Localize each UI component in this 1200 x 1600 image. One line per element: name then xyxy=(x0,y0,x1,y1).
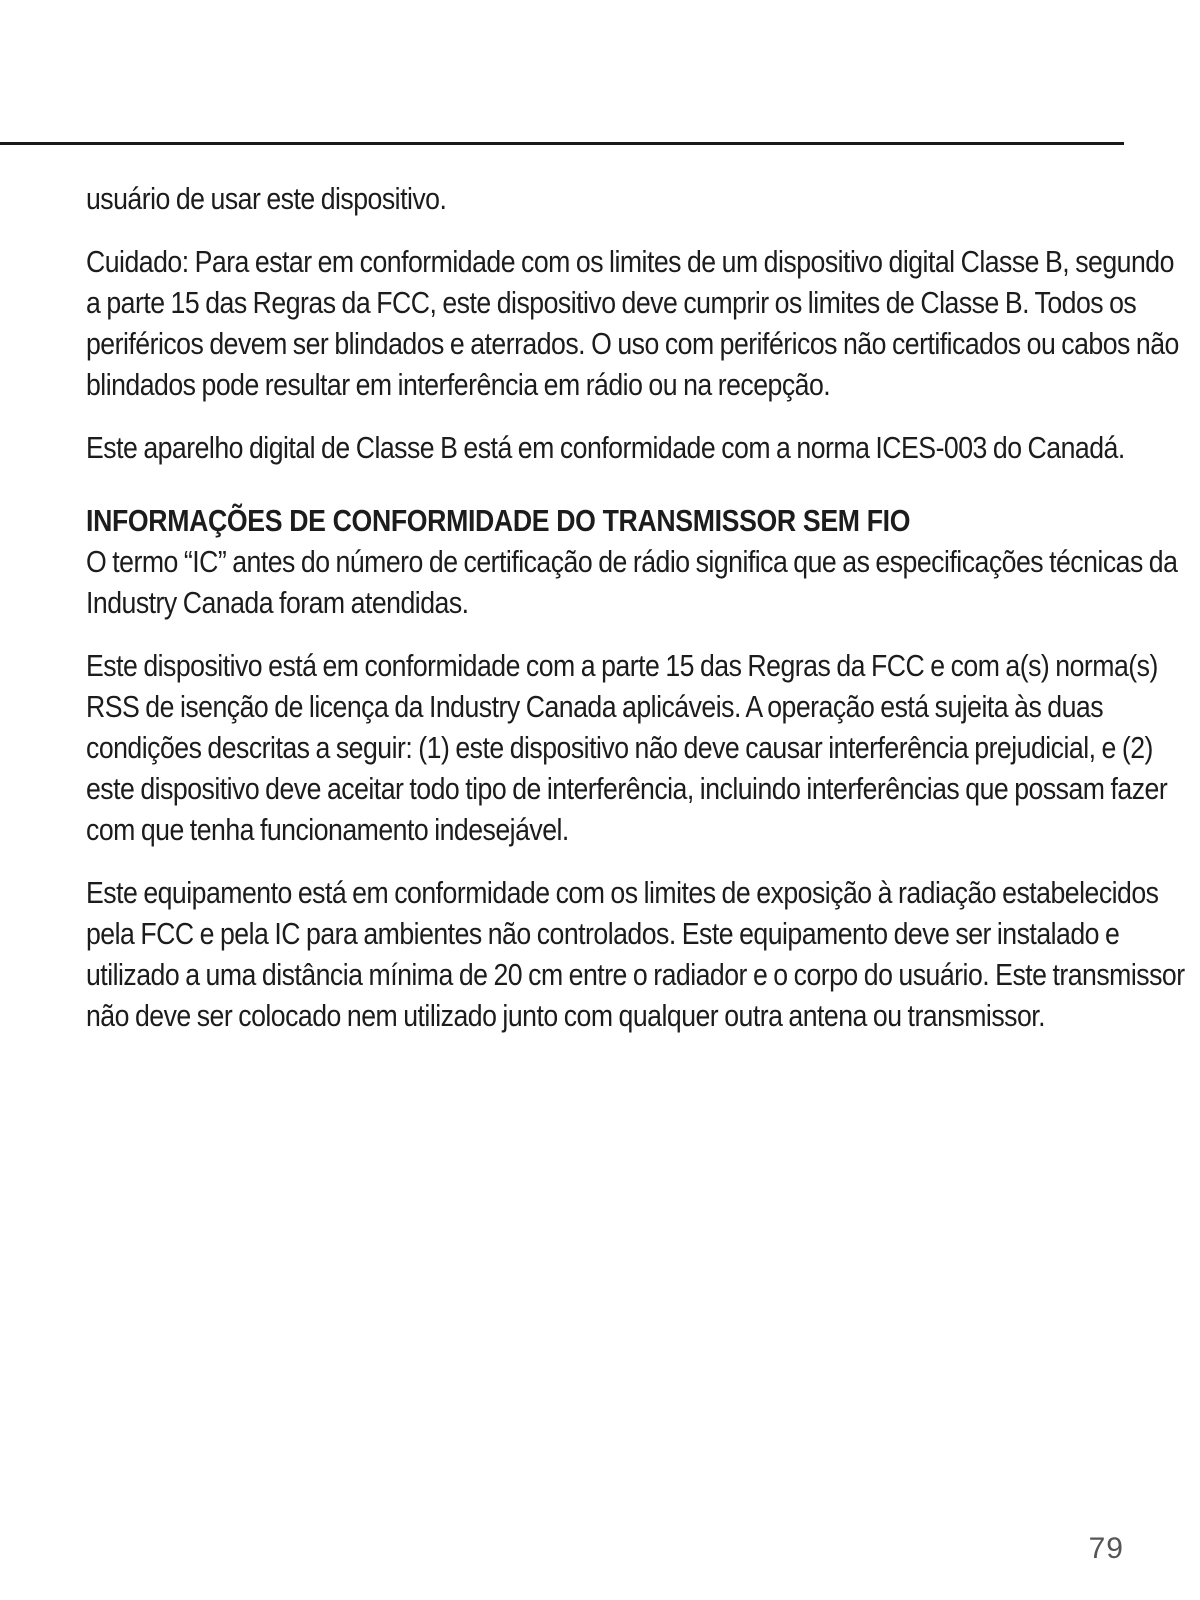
paragraph-ices-003: Este aparelho digital de Classe B está em conformidade com a norma ICES-003 do Canadá. xyxy=(86,430,1125,465)
paragraph-fcc-part15: Este dispositivo está em conformidade com a parte 15 das Regras da FCC e com a(s) norma(s) RSS de isenção de licença da Industry Canada aplicáveis. A operação está sujeita às duas condições descritas a seguir: (1) este dispositivo não deve causar interferência prejudicial, e (2) este dispositivo deve aceitar todo tipo de interferência, incluindo interferências que possam fazer com que tenha funcionamento indesejável. xyxy=(86,648,1168,847)
paragraph-radiation-exposure: Este equipamento está em conformidade com os limites de exposição à radiação estabelecidos pela FCC e pela IC para ambientes não controlados. Este equipamento deve ser instalado e utilizado a uma distância mínima de 20 cm entre o radiador e o corpo do usuário. Este transmissor não deve ser colocado nem utilizado junto com qualquer outra antena ou transmissor. xyxy=(86,875,1185,1033)
paragraph-continuation: usuário de usar este dispositivo. xyxy=(86,181,447,216)
page-content xyxy=(86,178,1185,1058)
paragraph-fcc-caution: Cuidado: Para estar em conformidade com os limites de um dispositivo digital Classe B, segundo a parte 15 das Regras da FCC, este dispositivo deve cumprir os limites de Classe B. Todos os periféricos devem ser blindados e aterrados. O uso com periféricos não certificados ou cabos não blindados pode resultar em interferência em rádio ou na recepção. xyxy=(86,244,1179,402)
paragraph-ic-term: O termo “IC” antes do número de certificação de rádio significa que as especificações técnicas da Industry Canada foram atendidas. xyxy=(86,544,1178,620)
section-heading-wireless-compliance: INFORMAÇÕES DE CONFORMIDADE DO TRANSMISSOR SEM FIO xyxy=(86,503,911,538)
page-number: 79 xyxy=(1088,1532,1124,1565)
header-rule xyxy=(0,142,1124,145)
